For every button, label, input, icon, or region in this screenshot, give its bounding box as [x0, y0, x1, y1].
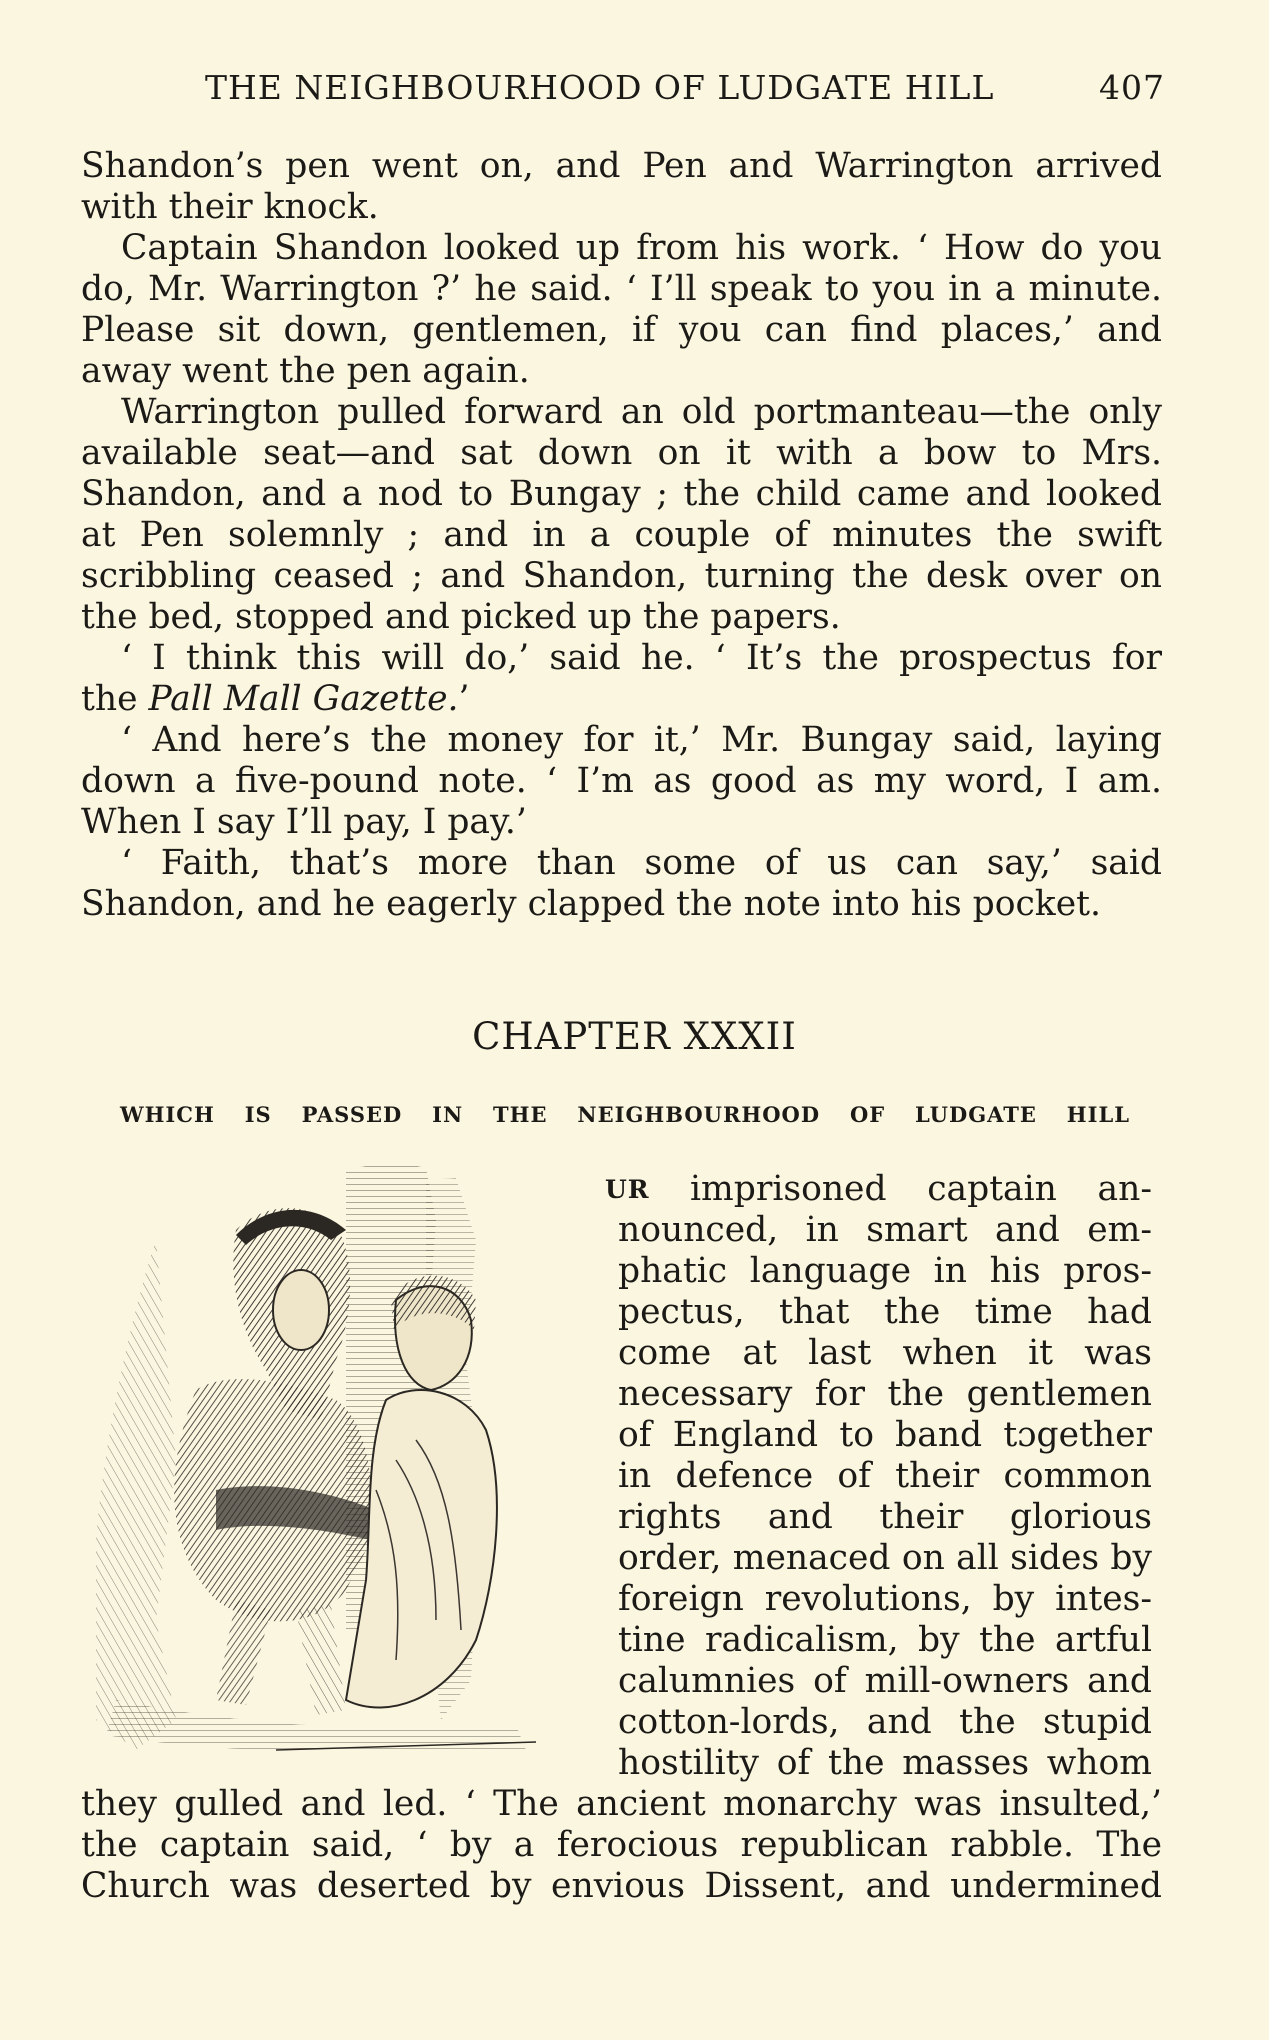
text-line: Shandon, and a nod to Bungay ; the child came and looked — [81, 474, 1162, 514]
text-line: ‘ And here’s the money for it,’ Mr. Bungay said, laying — [121, 720, 1162, 760]
text-line: When I say I’ll pay, I pay.’ — [81, 802, 527, 842]
text-line: necessary for the gentlemen — [618, 1374, 1152, 1414]
text-fragment: ’ — [458, 679, 470, 719]
text-line: the bed, stopped and picked up the papers. — [81, 597, 841, 637]
text-line: down a five-pound note. ‘ I’m as good as my word, I am. — [81, 761, 1162, 801]
text-line: Warrington pulled forward an old portmanteau—the only — [121, 392, 1162, 432]
text-line: foreign revolutions, by intes- — [618, 1579, 1152, 1619]
engraved-illustration — [96, 1160, 598, 1758]
text-line: calumnies of mill-owners and — [618, 1661, 1152, 1701]
text-line: do, Mr. Warrington ?’ he said. ‘ I’ll speak to you in a minute. — [81, 269, 1162, 309]
chapter-subtitle: WHICH IS PASSED IN THE NEIGHBOURHOOD OF LUDGATE HILL — [120, 1102, 1130, 1127]
text-line: Please sit down, gentlemen, if you can find places,’ and — [81, 310, 1162, 350]
gazette-title: Pall Mall Gazette. — [148, 679, 459, 719]
text-line: available seat—and sat down on it with a bow to Mrs. — [81, 433, 1162, 473]
text-line: hostility of the masses whom — [618, 1743, 1152, 1783]
text-line — [81, 679, 1162, 720]
text-line: they gulled and led. ‘ The ancient monarchy was insulted,’ — [81, 1784, 1162, 1824]
text-line: at Pen solemnly ; and in a couple of minutes the swift — [81, 515, 1162, 555]
text-line: rights and their glorious — [618, 1497, 1152, 1537]
text-fragment: the — [81, 679, 149, 719]
text-line: tine radicalism, by the artful — [618, 1620, 1152, 1660]
text-line: with their knock. — [81, 187, 379, 227]
text-line: scribbling ceased ; and Shandon, turning the desk over on — [81, 556, 1162, 596]
chapter-heading: CHAPTER XXXII — [472, 1015, 797, 1058]
text-line: Captain Shandon looked up from his work. ‘ How do you — [121, 228, 1162, 268]
text-line: the captain said, ‘ by a ferocious republican rabble. The — [81, 1825, 1162, 1865]
text-line: ‘ Faith, that’s more than some of us can say,’ said — [121, 843, 1162, 883]
text-line: pectus, that the time had — [618, 1292, 1152, 1332]
drop-cap: UR — [605, 1175, 650, 1204]
running-head-title: THE NEIGHBOURHOOD OF LUDGATE HILL — [205, 68, 995, 107]
text-line: imprisoned captain an- — [690, 1169, 1152, 1209]
text-line: phatic language in his pros- — [618, 1251, 1152, 1291]
text-line: Church was deserted by envious Dissent, and undermined — [81, 1866, 1162, 1906]
page-number: 407 — [1099, 68, 1165, 107]
text-line: come at last when it was — [618, 1333, 1152, 1373]
running-head — [205, 66, 1165, 110]
text-line: of England to band tɔgether — [618, 1415, 1152, 1455]
text-line: Shandon’s pen went on, and Pen and Warrington arrived — [81, 146, 1162, 186]
text-line: nounced, in smart and em- — [618, 1210, 1152, 1250]
text-line: in defence of their common — [618, 1456, 1152, 1496]
text-line: order, menaced on all sides by — [618, 1538, 1152, 1578]
text-line: ‘ I think this will do,’ said he. ‘ It’s the prospectus for — [121, 638, 1162, 678]
text-line: cotton-lords, and the stupid — [618, 1702, 1152, 1742]
text-line: away went the pen again. — [81, 351, 530, 391]
text-line: Shandon, and he eagerly clapped the note into his pocket. — [81, 884, 1101, 924]
